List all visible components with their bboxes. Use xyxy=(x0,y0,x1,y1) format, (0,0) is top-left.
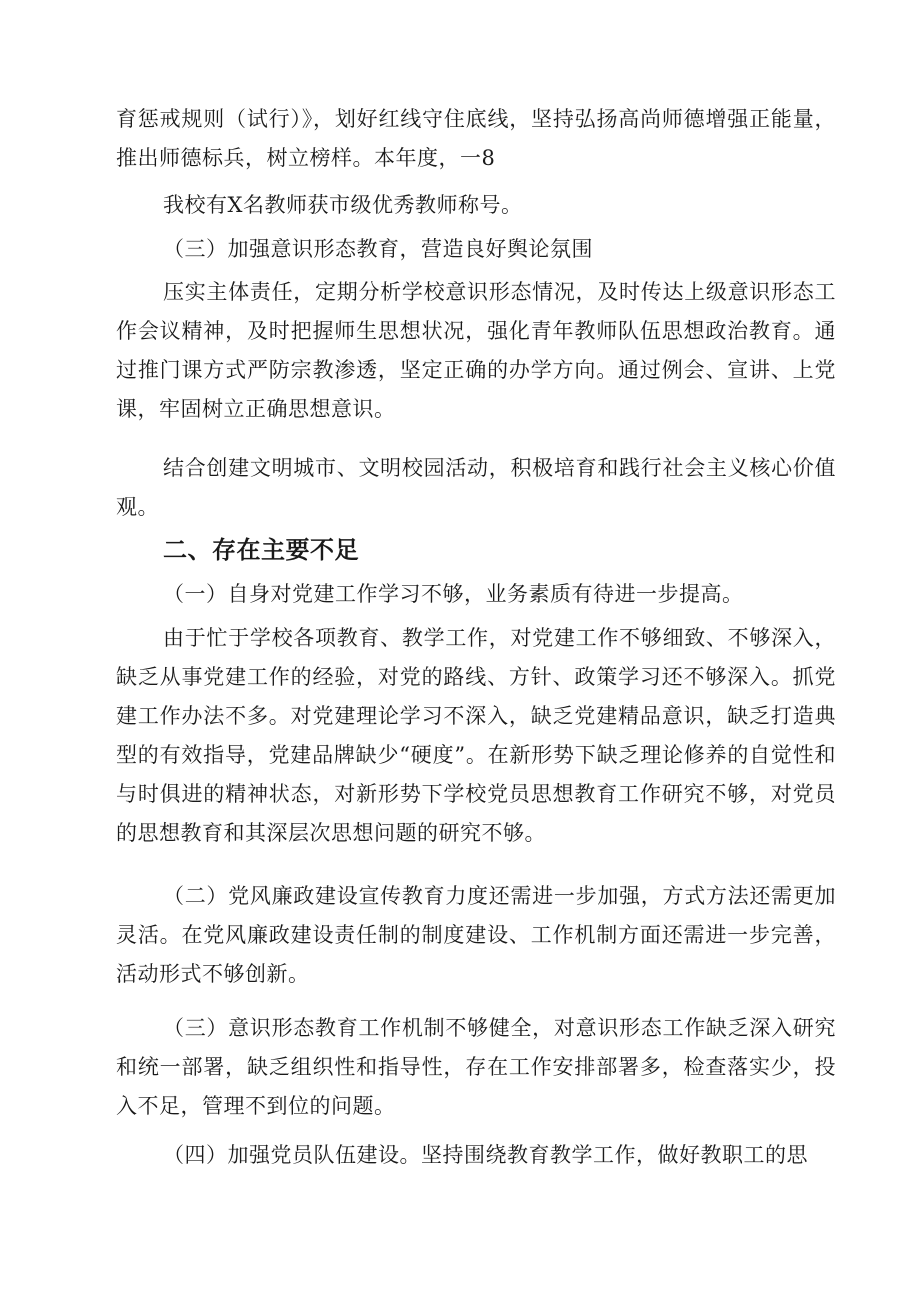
paragraph-main-responsibility: 压实主体责任，定期分析学校意识形态情况，及时传达上级意识形态工作会议精神，及时把握师生思想状况，强化青年教师队伍思想政治教育。通过推门课方式严防宗教渗透，坚定正确的办学方向。通过例会、宣讲、上党课，牢固树立正确思想意识。 xyxy=(116,280,836,421)
paragraph-civilized-city: 结合创建文明城市、文明校园活动，积极培育和践行社会主义核心价值观。 xyxy=(116,456,836,519)
subheading-clean-government: （二）党风廉政建设宣传教育力度还需进一步加强，方式方法还需更加灵活。在党风廉政建设责任制的制度建设、工作机制方面还需进一步完善，活动形式不够创新。 xyxy=(116,884,836,986)
paragraph-discipline-rules: 育惩戒规则（试行）》，划好红线守住底线，坚持弘扬高尚师德增强正能量，推出师德标兵，树立榜样。本年度，一8 xyxy=(116,107,836,170)
paragraph-excellent-teachers: 我校有X名教师获市级优秀教师称号。 xyxy=(163,193,523,217)
section-heading-shortcomings: 二、存在主要不足 xyxy=(163,536,359,564)
paragraph-party-work-details: 由于忙于学校各项教育、教学工作，对党建工作不够细致、不够深入，缺乏从事党建工作的经验，对党的路线、方针、政策学习还不够深入。抓党建工作办法不多。对党建理论学习不深入，缺乏党建精品意识，缺乏打造典型的有效指导，党建品牌缺少“硬度”。在新形势下缺乏理论修养的自觉性和与时俱进的精神状态，对新形势下学校党员思想教育工作研究不够，对党员的思想教育和其深层次思想问题的研究不够。 xyxy=(116,626,836,845)
subheading-ideology-education: （三）加强意识形态教育，营造良好舆论氛围 xyxy=(163,237,593,261)
subheading-party-study: （一）自身对党建工作学习不够，业务素质有待进一步提高。 xyxy=(163,582,744,606)
subheading-ideology-mechanism: （三）意识形态教育工作机制不够健全，对意识形态工作缺乏深入研究和统一部署，缺乏组织性和指导性，存在工作安排部署多，检查落实少，投入不足，管理不到位的问题。 xyxy=(116,1016,836,1118)
subheading-party-member-team: （四）加强党员队伍建设。坚持围绕教育教学工作，做好教职工的思 xyxy=(163,1143,808,1167)
